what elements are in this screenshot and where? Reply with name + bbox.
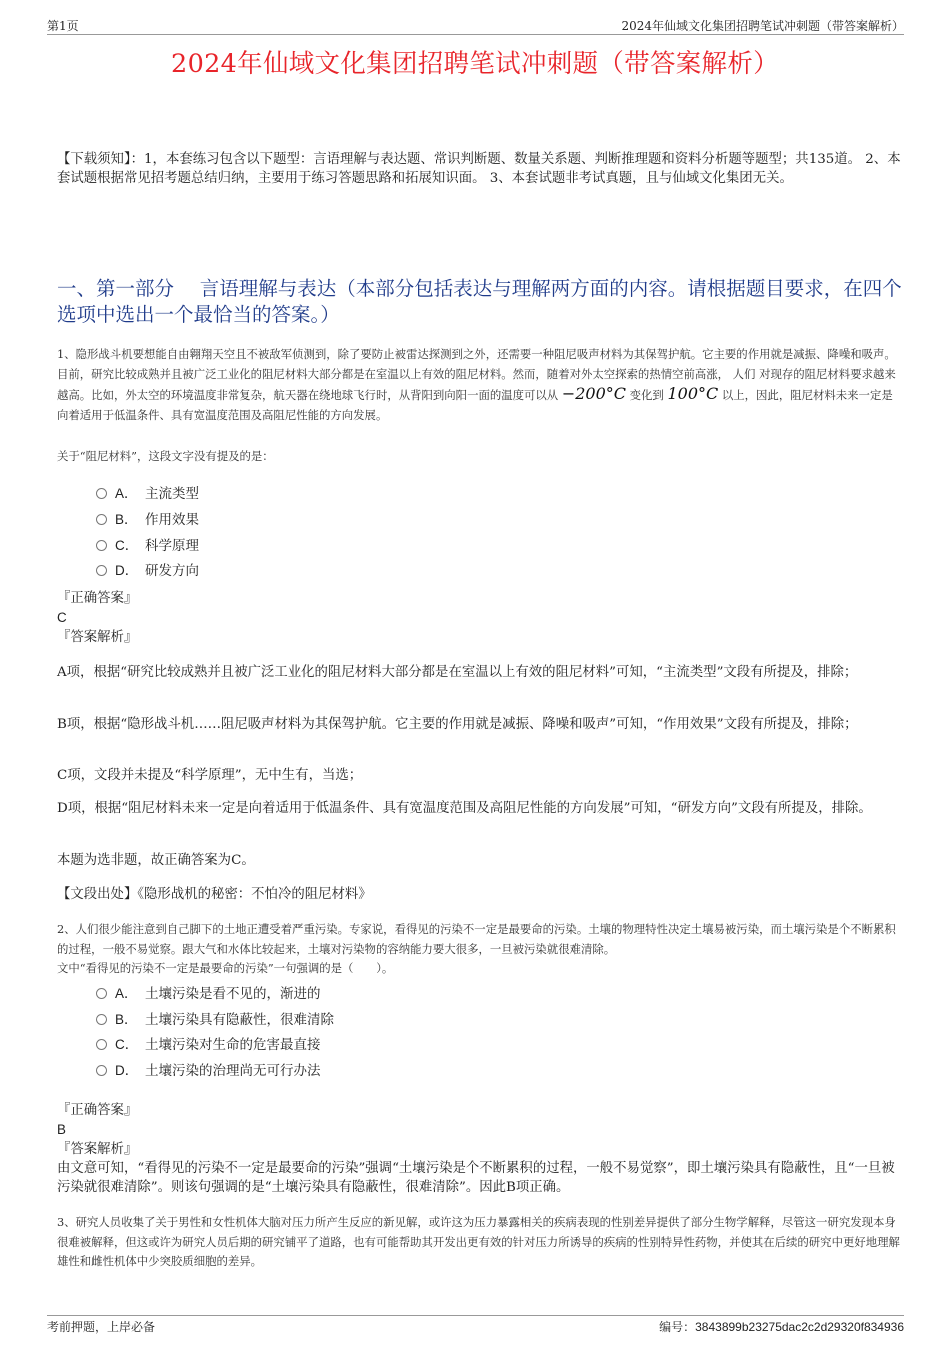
q1-answer-label: 『正确答案』 bbox=[57, 591, 138, 606]
q1-option-a[interactable]: A． 主流类型 bbox=[96, 482, 199, 504]
radio-icon[interactable] bbox=[96, 988, 107, 999]
q2-passage: 2、人们很少能注意到自己脚下的土地正遭受着严重污染。专家说，看得见的污染不一定是最要命的污染。土壤的物理特性决定土壤易被污染，而土壤污染是个不断累积的过程，一般不易觉察。跟大气和水体比较起来，土壤对污染物的容纳能力要大很多，一旦被污染就很难清除。 bbox=[57, 922, 896, 956]
q1-text-a: 1、隐形战斗机要想能自由翱翔天空且不被敌军侦测到，除了要防止被雷达探测到之外，还需要一种阻尼吸声材料为其保驾护航。它主要的作用就是减振、降噪和吸声。目前，研究比较成熟并且被广泛工业化的阻尼材料大部分都是在室温以上有效的阻尼材料。然而，随着对外太空探索的热情空前高涨， 人们 对现存的阻尼材料要求越来越高。比如，外太空的环境温度非常复杂，航天器在绕地球飞行时，从背阳到向阳一面的温度可以从 bbox=[57, 347, 896, 402]
q2-question: 文中“看得见的污染不一定是最要命的污染”一句强调的是（ ）。 bbox=[57, 961, 394, 975]
radio-icon[interactable] bbox=[96, 1039, 107, 1050]
q1-analysis-label: 『答案解析』 bbox=[57, 630, 138, 645]
q2-option-c[interactable]: C． 土壤污染对生命的危害最直接 bbox=[96, 1033, 321, 1055]
section-heading: 一、第一部分 言语理解与表达（本部分包括表达与理解两方面的内容。请根据题目要求，在四个选项中选出一个最恰当的答案。） bbox=[57, 277, 902, 326]
q2-option-b[interactable]: B． 土壤污染具有隐蔽性，很难清除 bbox=[96, 1008, 334, 1030]
q1-option-d[interactable]: D． 研发方向 bbox=[96, 559, 199, 581]
q1-analysis-b: B项，根据“隐形战斗机……阻尼吸声材料为其保驾护航。它主要的作用就是减振、降噪和吸声”可知，“作用效果”文段有所提及，排除； bbox=[57, 717, 858, 732]
q2-answer: B bbox=[57, 1122, 66, 1137]
q2-analysis-label: 『答案解析』 bbox=[57, 1142, 138, 1157]
q3-passage: 3、研究人员收集了关于男性和女性机体大脑对压力所产生反应的新见解，或许这为压力暴露相关的疾病表现的性别差异提供了部分生物学解释，尽管这一研究发现本身很难被解释，但这或许为研究人员后期的研究铺平了道路，也有可能帮助其开发出更有效的针对压力所诱导的疾病的性别特异性药物，并使其在后续的研究中更好地理解雄性和雌性机体中少突胶质细胞的差异。 bbox=[57, 1215, 900, 1268]
radio-icon[interactable] bbox=[96, 565, 107, 576]
q1-text-b: 变化到 bbox=[629, 388, 664, 402]
q1-analysis-c: C项，文段并未提及“科学原理”，无中生有，当选； bbox=[57, 768, 363, 783]
q2-option-a[interactable]: A． 土壤污染是看不见的，渐进的 bbox=[96, 982, 321, 1004]
q2-answer-label: 『正确答案』 bbox=[57, 1103, 138, 1118]
page-footer bbox=[47, 1315, 904, 1334]
footer-slogan: 考前押题，上岸必备 bbox=[47, 1320, 156, 1334]
radio-icon[interactable] bbox=[96, 1014, 107, 1025]
q2-analysis: 由文意可知，“看得见的污染不一定是最要命的污染”强调“土壤污染是个不断累积的过程，一般不易觉察”，即土壤污染具有隐蔽性，且“一旦被污染就很难清除”。则该句强调的是“土壤污染具有隐蔽性，很难清除”。因此B项正确。 bbox=[57, 1161, 895, 1195]
footer-code: 编号：3843899b23275dac2c2d29320f834936 bbox=[659, 1320, 904, 1334]
q1-analysis-a: A项，根据“研究比较成熟并且被广泛工业化的阻尼材料大部分都是在室温以上有效的阻尼材料”可知，“主流类型”文段有所提及，排除； bbox=[57, 665, 858, 680]
q1-analysis-d: D项，根据“阻尼材料未来一定是向着适用于低温条件、具有宽温度范围及高阻尼性能的方向发展”可知，“研发方向”文段有所提及，排除。 bbox=[57, 801, 872, 816]
q1-source: 【文段出处】《隐形战机的秘密：不怕冷的阻尼材料》 bbox=[57, 887, 372, 902]
page-title: 2024年仙域文化集团招聘笔试冲刺题（带答案解析） bbox=[171, 49, 779, 79]
radio-icon[interactable] bbox=[96, 514, 107, 525]
q2-option-d[interactable]: D． 土壤污染的治理尚无可行办法 bbox=[96, 1059, 321, 1081]
q1-math-temp-high: 100°C bbox=[667, 384, 719, 403]
q1-math-temp-low: −200°C bbox=[561, 384, 627, 403]
page-header bbox=[47, 16, 904, 35]
radio-icon[interactable] bbox=[96, 488, 107, 499]
q1-text-c: 以上，因此，阻尼材料未来一定是向着适用于低温条件、具有宽温度范围及高阻尼性能的方向发展。 bbox=[57, 388, 893, 422]
q1-option-c[interactable]: C． 科学原理 bbox=[96, 534, 199, 556]
q1-question: 关于“阻尼材料”，这段文字没有提及的是： bbox=[57, 449, 274, 463]
q1-conclusion: 本题为选非题，故正确答案为C。 bbox=[57, 853, 255, 868]
download-notice: 【下载须知】：1，本套练习包含以下题型：言语理解与表达题、常识判断题、数量关系题、判断推理题和资料分析题等题型；共135道。 2、本套试题根据常见招考题总结归纳，主要用于练习答题思路和拓展知识面。 3、本套试题非考试真题，且与仙域文化集团无关。 bbox=[57, 152, 901, 186]
radio-icon[interactable] bbox=[96, 1065, 107, 1076]
page-number: 第1页 bbox=[47, 19, 79, 33]
radio-icon[interactable] bbox=[96, 540, 107, 551]
q1-option-b[interactable]: B． 作用效果 bbox=[96, 508, 199, 530]
q1-passage bbox=[57, 345, 902, 425]
q1-answer: C bbox=[57, 610, 67, 625]
header-doc-title: 2024年仙域文化集团招聘笔试冲刺题（带答案解析） bbox=[621, 19, 904, 33]
